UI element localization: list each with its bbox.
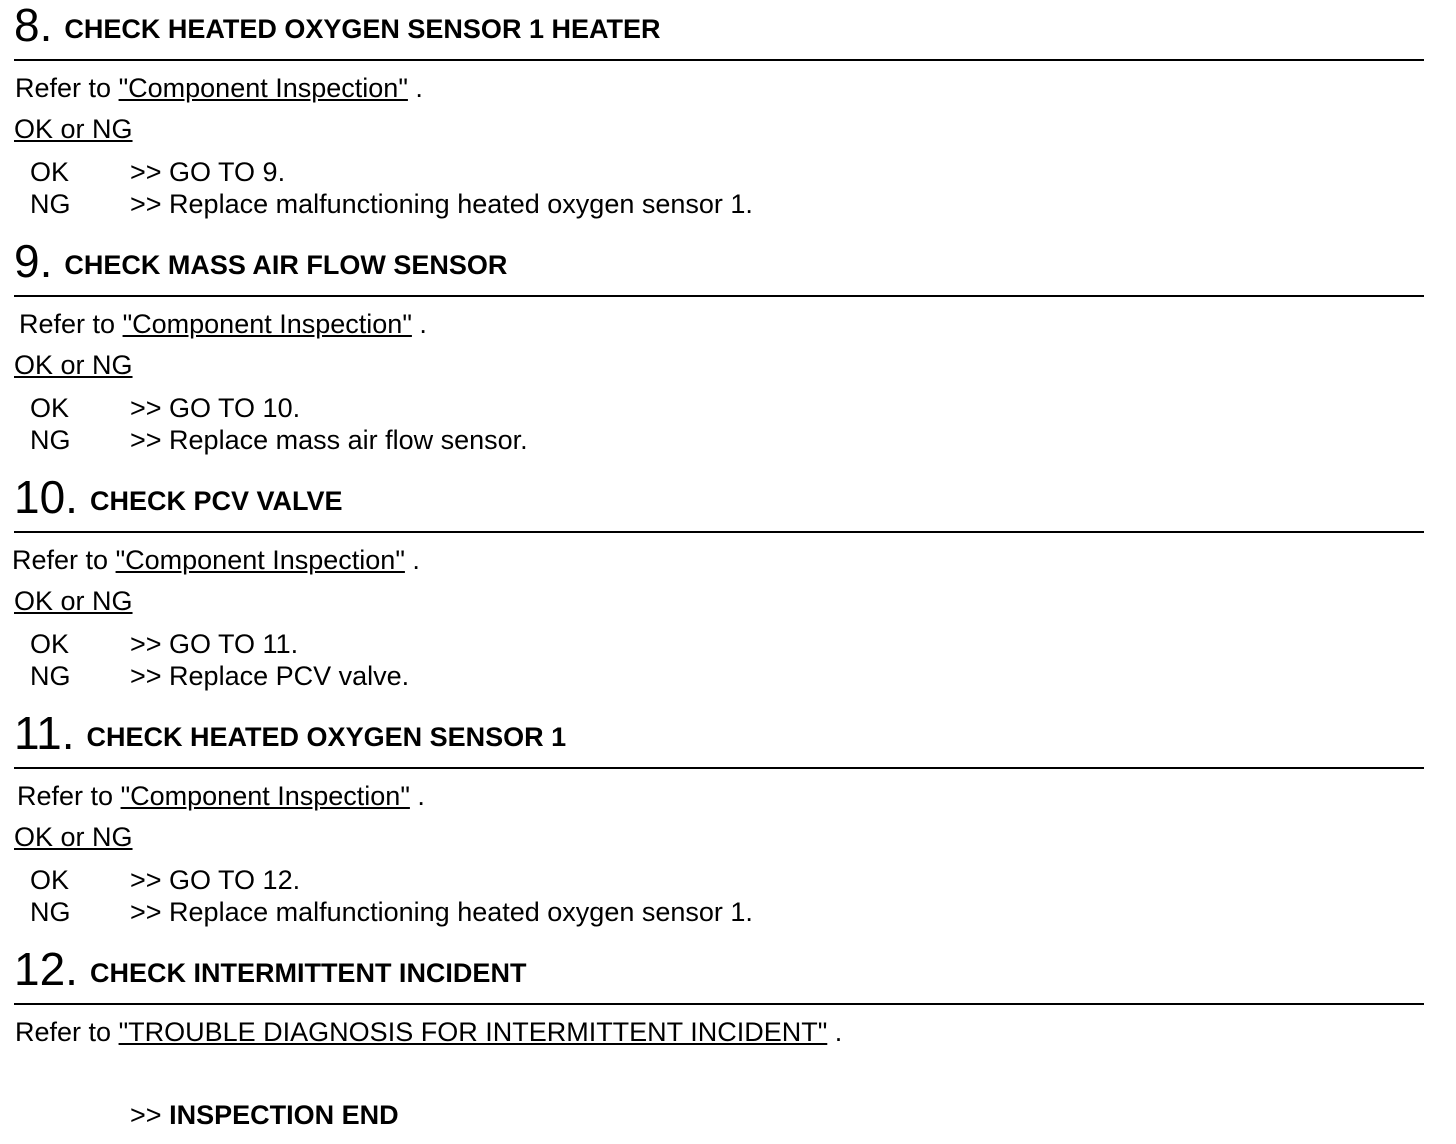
component-inspection-link[interactable]: "Component Inspection" <box>122 309 412 339</box>
step-title: CHECK HEATED OXYGEN SENSOR 1 <box>86 722 567 752</box>
refer-suffix: . <box>415 73 423 103</box>
refer-line <box>19 307 427 341</box>
intermittent-incident-link[interactable]: "TROUBLE DIAGNOSIS FOR INTERMITTENT INCIDENT" <box>118 1017 828 1047</box>
refer-suffix: . <box>834 1017 843 1047</box>
step-number: 11. <box>14 707 75 759</box>
ok-action: >> GO TO 11. <box>130 629 299 659</box>
ok-label: OK <box>30 865 70 895</box>
end-label: INSPECTION END <box>169 1100 399 1130</box>
step-title: CHECK PCV VALVE <box>89 486 343 516</box>
refer-prefix: Refer to <box>17 781 114 811</box>
section-divider <box>14 767 1424 769</box>
ok-result-row <box>0 628 1456 660</box>
ng-result-row <box>0 188 1456 220</box>
step-title: CHECK HEATED OXYGEN SENSOR 1 HEATER <box>64 14 661 44</box>
refer-prefix: Refer to <box>12 545 109 575</box>
ok-label: OK <box>30 157 70 187</box>
refer-suffix: . <box>419 309 427 339</box>
section-divider <box>14 1003 1424 1005</box>
ng-label: NG <box>30 897 71 927</box>
ng-result-row <box>0 896 1456 928</box>
ok-label: OK <box>30 393 70 423</box>
ok-or-ng-heading: OK or NG <box>14 114 133 144</box>
end-prefix: >> <box>130 1100 162 1130</box>
ok-or-ng-heading: OK or NG <box>14 822 133 852</box>
step-heading <box>14 236 507 286</box>
refer-line <box>12 543 420 577</box>
ok-label: OK <box>30 629 70 659</box>
step-number: 12. <box>14 943 78 995</box>
ok-action: >> GO TO 10. <box>130 393 301 423</box>
ok-result-row <box>0 392 1456 424</box>
step-heading <box>14 0 660 50</box>
inspection-end <box>130 1098 399 1132</box>
step-heading <box>14 472 343 522</box>
refer-line <box>15 1015 842 1049</box>
step-heading <box>14 708 566 758</box>
ng-label: NG <box>30 189 71 219</box>
refer-line <box>17 779 425 813</box>
ok-result-row <box>0 864 1456 896</box>
step-number: 9. <box>14 235 53 287</box>
refer-line <box>15 71 423 105</box>
ok-result-row <box>0 156 1456 188</box>
ng-result-row <box>0 660 1456 692</box>
refer-prefix: Refer to <box>19 309 116 339</box>
ok-or-ng-heading: OK or NG <box>14 350 133 380</box>
ng-action: >> Replace malfunctioning heated oxygen sensor 1. <box>130 897 753 927</box>
component-inspection-link[interactable]: "Component Inspection" <box>118 73 408 103</box>
section-divider <box>14 531 1424 533</box>
step-heading <box>14 944 526 994</box>
ng-label: NG <box>30 661 71 691</box>
ok-action: >> GO TO 9. <box>130 157 286 187</box>
ng-label: NG <box>30 425 71 455</box>
ng-action: >> Replace PCV valve. <box>130 661 410 691</box>
section-divider <box>14 295 1424 297</box>
ng-result-row <box>0 424 1456 456</box>
step-number: 10. <box>14 471 78 523</box>
refer-prefix: Refer to <box>15 73 112 103</box>
ok-action: >> GO TO 12. <box>130 865 301 895</box>
ng-action: >> Replace malfunctioning heated oxygen sensor 1. <box>130 189 753 219</box>
step-number: 8. <box>14 0 53 51</box>
component-inspection-link[interactable]: "Component Inspection" <box>120 781 410 811</box>
section-divider <box>14 59 1424 61</box>
component-inspection-link[interactable]: "Component Inspection" <box>115 545 405 575</box>
ng-action: >> Replace mass air flow sensor. <box>130 425 528 455</box>
step-title: CHECK MASS AIR FLOW SENSOR <box>64 250 508 280</box>
refer-prefix: Refer to <box>15 1017 112 1047</box>
refer-suffix: . <box>417 781 425 811</box>
step-title: CHECK INTERMITTENT INCIDENT <box>89 958 527 988</box>
ok-or-ng-heading: OK or NG <box>14 586 133 616</box>
refer-suffix: . <box>412 545 420 575</box>
